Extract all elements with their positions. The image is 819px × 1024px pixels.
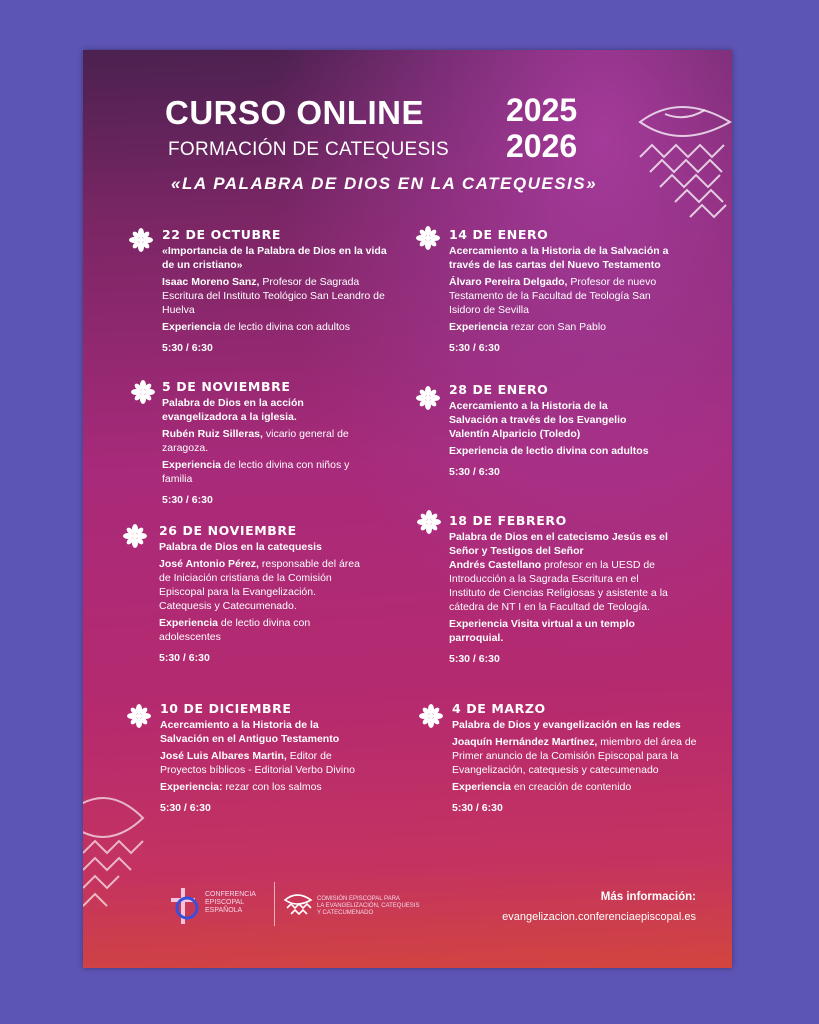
event-7: [449, 513, 674, 665]
fish-logo-icon: [283, 892, 313, 916]
event-time: 5:30 / 6:30: [452, 802, 503, 814]
event-experience: Experiencia: rezar con los salmos: [160, 781, 322, 793]
event-speaker: Valentín Alparicio (Toledo): [449, 428, 581, 440]
event-experience: Experiencia en creación de contenido: [452, 781, 632, 793]
event-date: 10 DE DICIEMBRE: [160, 701, 292, 716]
event-3: [159, 523, 369, 664]
event-title: «Importancia de la Palabra de Dios en la vida de un cristiano»: [162, 245, 387, 271]
star-icon: [123, 524, 147, 548]
event-speaker: Álvaro Pereira Delgado, Profesor de nuevo Testamento de la Facultad de Teología San Isidoro de Sevilla: [449, 276, 657, 316]
event-experience: Experiencia Visita virtual a un templo parroquial.: [449, 618, 635, 644]
fish-pattern-icon: [83, 778, 153, 918]
course-title: CURSO ONLINE: [165, 94, 425, 131]
event-date: 18 DE FEBRERO: [449, 513, 567, 528]
event-speaker: Joaquín Hernández Martínez, miembro del área de Primer anuncio de la Comisión Episcopal para la Evangelización, catequesis y catecumenado: [452, 736, 697, 776]
star-icon: [131, 380, 155, 404]
event-experience: Experiencia de lectio divina con adultos: [449, 445, 649, 457]
event-date: 5 DE NOVIEMBRE: [162, 379, 291, 394]
event-speaker: Andrés Castellano profesor en la UESD de Introducción a la Sagrada Escritura en el Instituto de Ciencias Religiosas y asistente a la cátedra de NT I en la Facultad de Teología.: [449, 559, 668, 613]
event-time: 5:30 / 6:30: [449, 342, 500, 354]
more-info-label: Más información:: [600, 891, 696, 903]
event-speaker: Rubén Ruiz Silleras, vicario general de zaragoza.: [162, 428, 349, 454]
event-date: 14 DE ENERO: [449, 227, 549, 242]
event-date: 26 DE NOVIEMBRE: [159, 523, 297, 538]
event-time: 5:30 / 6:30: [449, 653, 500, 665]
event-time: 5:30 / 6:30: [159, 652, 210, 664]
star-icon: [416, 386, 440, 410]
event-title: Palabra de Dios y evangelización en las redes: [452, 719, 681, 731]
course-subtitle: FORMACIÓN DE CATEQUESIS: [168, 139, 450, 160]
event-title: Palabra de Dios en la acción evangelizadora a la iglesia.: [162, 397, 304, 423]
event-experience: Experiencia de lectio divina con niños y familia: [162, 459, 350, 485]
event-experience: Experiencia de lectio divina con adultos: [162, 321, 350, 333]
event-speaker: José Antonio Pérez, responsable del área de Iniciación cristiana de la Comisión Episcopal para la Evangelización. Catequesis y Catecumenado.: [159, 558, 360, 612]
event-4: [160, 701, 370, 814]
cee-logo-text: CONFERENCIA EPISCOPAL ESPAÑOLA: [205, 891, 256, 914]
fish-pattern-icon: [635, 92, 732, 222]
commission-logo-text: COMISIÓN EPISCOPAL PARA LA EVANGELIZACIÓN, CATEQUESIS Y CATECUMENADO: [317, 896, 420, 916]
event-title: Acercamiento a la Historia de la Salvación a través de las cartas del Nuevo Testamento: [449, 245, 669, 271]
event-title: Palabra de Dios en el catecismo Jesús es el Señor y Testigos del Señor: [449, 531, 668, 557]
event-date: 28 DE ENERO: [449, 382, 549, 397]
star-icon: [127, 704, 151, 728]
star-icon: [419, 704, 443, 728]
event-time: 5:30 / 6:30: [162, 342, 213, 354]
event-date: 4 DE MARZO: [452, 701, 546, 716]
event-5: [449, 227, 669, 354]
event-title: Acercamiento a la Historia de la Salvación a través de los Evangelio: [449, 400, 627, 426]
event-1: [162, 227, 392, 354]
event-time: 5:30 / 6:30: [449, 466, 500, 478]
event-8: [452, 701, 697, 814]
event-date: 22 DE OCTUBRE: [162, 227, 281, 242]
star-icon: [417, 510, 441, 534]
event-time: 5:30 / 6:30: [160, 802, 211, 814]
star-icon: [416, 226, 440, 250]
more-info-link[interactable]: evangelizacion.conferenciaepiscopal.es: [502, 911, 696, 923]
cee-logo-icon: [167, 886, 203, 926]
event-speaker: Isaac Moreno Sanz, Profesor de Sagrada Escritura del Instituto Teológico San Leandro de Huelva: [162, 276, 385, 316]
event-title: Palabra de Dios en la catequesis: [159, 541, 322, 553]
event-time: 5:30 / 6:30: [162, 494, 213, 506]
star-icon: [129, 228, 153, 252]
logo-divider: [274, 882, 275, 926]
course-theme: «LA PALABRA DE DIOS EN LA CATEQUESIS»: [171, 174, 598, 193]
more-info: [502, 891, 696, 923]
event-speaker: José Luis Albares Martin, Editor de Proyectos bíblicos - Editorial Verbo Divino: [160, 750, 355, 776]
year-start: 2025: [506, 92, 578, 128]
event-experience: Experiencia de lectio divina con adolescentes: [159, 617, 311, 643]
event-experience: Experiencia rezar con San Pablo: [449, 321, 607, 333]
poster: [83, 50, 732, 968]
event-title: Acercamiento a la Historia de la Salvación en el Antiguo Testamento: [160, 719, 340, 745]
event-2: [162, 379, 382, 506]
event-6: [449, 382, 659, 478]
year-end: 2026: [506, 128, 578, 164]
